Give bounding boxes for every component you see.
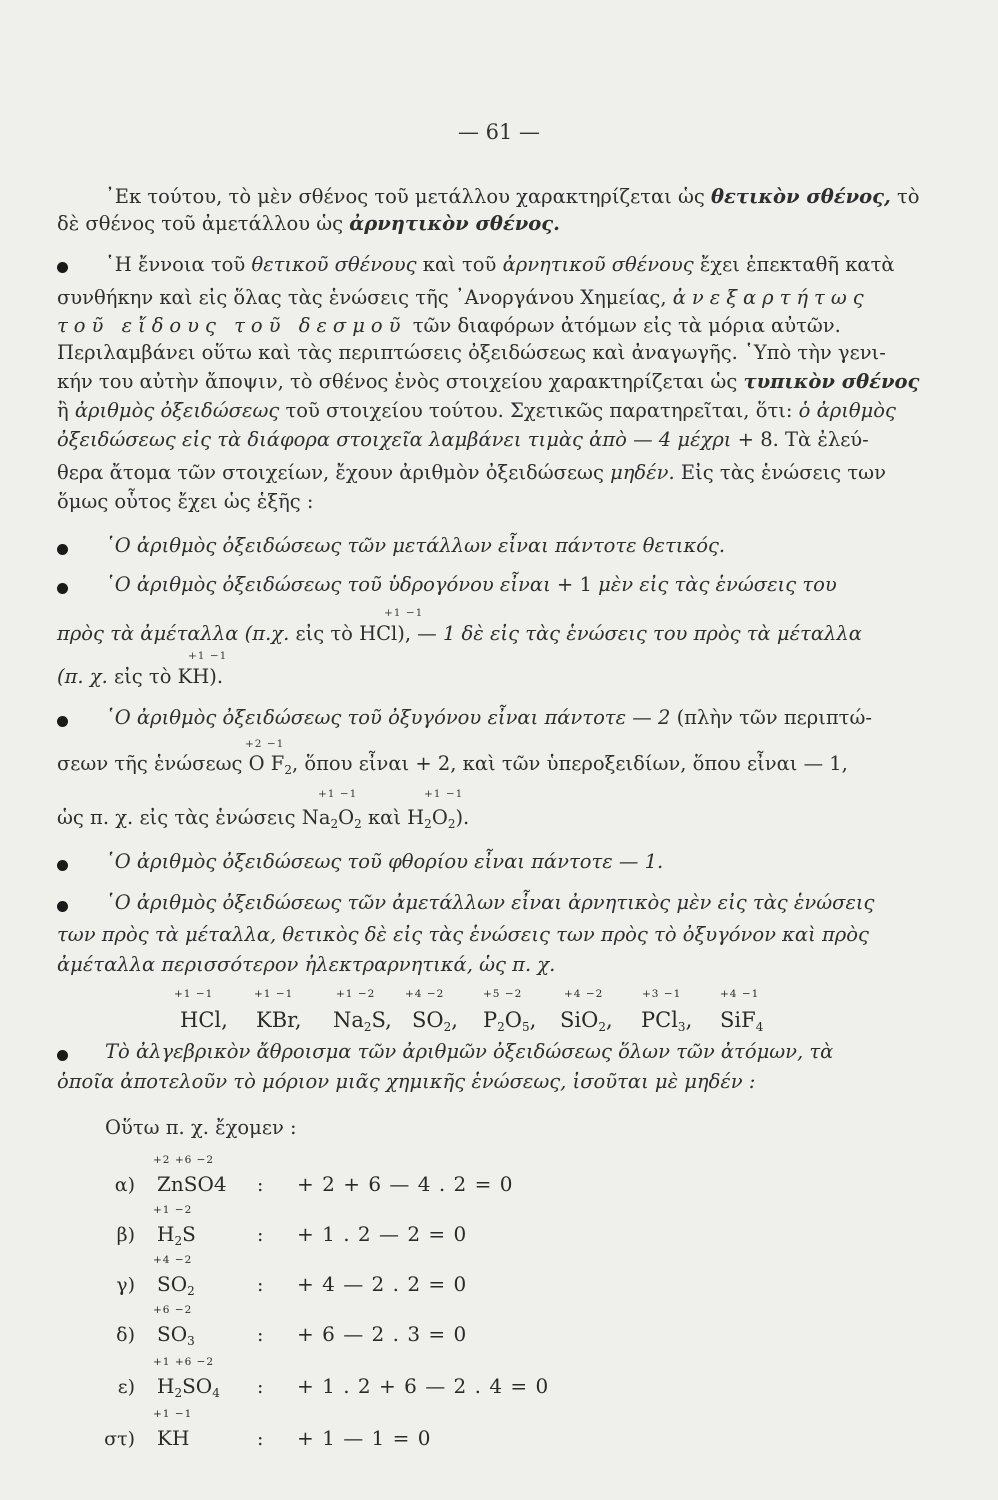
ox-na2s: +1 −2 bbox=[336, 988, 376, 1000]
ox-kbr: +1 −1 bbox=[254, 988, 294, 1000]
oxidation-kh: +1 −1 bbox=[188, 650, 228, 662]
para1-line1: ᾿Εκ τούτου, τὸ μὲν σθένος τοῦ μετάλλου χαρακτηρίζεται ὡς θετικὸν σθένος, τὸ bbox=[105, 185, 920, 208]
para2-line4: Περιλαμβάνει οὕτω καὶ τὰς περιπτώσεις ὀξειδώσεως καὶ ἀναγωγῆς. ῾Υπὸ τὴν γενι- bbox=[57, 341, 886, 364]
rule-fluorine: ῾Ο ἀριθμὸς ὀξειδώσεως τοῦ φθορίου εἶναι πάντοτε — 1. bbox=[105, 850, 664, 873]
examples-intro: Οὕτω π. χ. ἔχομεν : bbox=[105, 1116, 297, 1139]
ox-hcl: +1 −1 bbox=[174, 988, 214, 1000]
formula-sio2: SiO$_2$, bbox=[560, 1008, 613, 1034]
example-f-oxidation: +1 −1 bbox=[153, 1408, 193, 1420]
formula-kbr: KBr, bbox=[256, 1008, 302, 1032]
example-e-equation: + 1 . 2 + 6 — 2 . 4 = 0 bbox=[297, 1374, 550, 1398]
ox-sif4: +4 −1 bbox=[720, 988, 760, 1000]
bullet-icon bbox=[57, 901, 68, 912]
formula-pcl3: PCl$_3$, bbox=[641, 1008, 693, 1034]
oxidation-of2: +2 −1 bbox=[245, 738, 285, 750]
para2-line5: κήν του αὐτὴν ἄποψιν, τὸ σθένος ἑνὸς στοιχείου χαρακτηρίζεται ὡς τυπικὸν σθένος bbox=[57, 370, 920, 393]
para2-line7: ὀξειδώσεως εἰς τὰ διάφορα στοιχεῖα λαμβάνει τιμὰς ἀπὸ — 4 μέχρι + 8. Τὰ ἐλεύ- bbox=[57, 428, 869, 451]
para2-line1: ῾Η ἔννοια τοῦ θετικοῦ σθένους καὶ τοῦ ἀρνητικοῦ σθένους ἔχει ἐπεκταθῆ κατὰ bbox=[105, 253, 895, 276]
example-b-label: β) bbox=[116, 1224, 135, 1246]
example-b-formula: $H_2S$ bbox=[157, 1222, 196, 1248]
example-d-equation: + 6 — 2 . 3 = 0 bbox=[297, 1322, 468, 1346]
example-d-colon: : bbox=[257, 1324, 264, 1346]
formula-p2o5: $P_2O_5$, bbox=[483, 1008, 537, 1034]
formula-hcl: HCl, bbox=[180, 1008, 228, 1032]
example-f-label: στ) bbox=[104, 1428, 135, 1450]
formula-na2s: $Na_2S$, bbox=[333, 1008, 392, 1034]
example-f-equation: + 1 — 1 = 0 bbox=[297, 1426, 432, 1450]
rule-oxygen-line2: σεων τῆς ἑνώσεως O $F_2$, ὅπου εἶναι + 2, καὶ τῶν ὑπεροξειδίων, ὅπου εἶναι — 1, bbox=[57, 752, 848, 777]
para1-line2: δὲ σθένος τοῦ ἀμετάλλου ὡς ἀρνητικὸν σθένος. bbox=[57, 212, 560, 235]
page-number: — 61 — bbox=[457, 120, 541, 144]
rule-hydrogen-line2: πρὸς τὰ ἀμέταλλα (π.χ. εἰς τὸ HCl), — 1 δὲ εἰς τὰς ἑνώσεις του πρὸς τὰ μέταλλα bbox=[57, 622, 862, 645]
example-e-colon: : bbox=[257, 1376, 264, 1398]
rule-hydrogen-line3: (π. χ. εἰς τὸ KH). bbox=[57, 665, 224, 688]
oxidation-na2o2: +1 −1 bbox=[318, 788, 358, 800]
example-a-formula: ZnSO4 bbox=[157, 1172, 227, 1196]
ox-so2: +4 −2 bbox=[405, 988, 445, 1000]
rule-sum-line2: ὁποῖα ἀποτελοῦν τὸ μόριον μιᾶς χημικῆς ἑνώσεως, ἰσοῦται μὲ μηδέν : bbox=[57, 1070, 756, 1093]
oxidation-hcl: +1 −1 bbox=[384, 607, 424, 619]
rule-nonmetals-line1: ῾Ο ἀριθμὸς ὀξειδώσεως τῶν ἀμετάλλων εἶναι ἀρνητικὸς μὲν εἰς τὰς ἑνώσεις bbox=[105, 891, 875, 914]
example-b-colon: : bbox=[257, 1224, 264, 1246]
oxidation-h2o2: +1 −1 bbox=[424, 788, 464, 800]
formula-so2: $SO_2$, bbox=[412, 1008, 458, 1034]
ox-p2o5: +5 −2 bbox=[483, 988, 523, 1000]
para2-line9: ὅμως οὗτος ἔχει ὡς ἑξῆς : bbox=[57, 490, 314, 513]
example-b-equation: + 1 . 2 — 2 = 0 bbox=[297, 1222, 468, 1246]
rule-metals: ῾Ο ἀριθμὸς ὀξειδώσεως τῶν μετάλλων εἶναι πάντοτε θετικός. bbox=[105, 534, 726, 557]
bullet-icon bbox=[57, 1050, 68, 1061]
rule-nonmetals-line2: των πρὸς τὰ μέταλλα, θετικὸς δὲ εἰς τὰς ἑνώσεις των πρὸς τὸ ὀξυγόνον καὶ πρὸς bbox=[57, 923, 869, 946]
bullet-icon bbox=[57, 716, 68, 727]
bullet-icon bbox=[57, 860, 68, 871]
example-b-oxidation: +1 −2 bbox=[153, 1204, 193, 1216]
para2-line2: συνθήκην καὶ εἰς ὅλας τὰς ἑνώσεις τῆς ᾿Ανοργάνου Χημείας, ἀνεξαρτήτως bbox=[57, 286, 870, 309]
ox-sio2: +4 −2 bbox=[564, 988, 604, 1000]
rule-nonmetals-line3: ἀμέταλλα περισσότερον ἠλεκτραρνητικά, ὡς π. χ. bbox=[57, 953, 556, 976]
rule-oxygen-line1: ῾Ο ἀριθμὸς ὀξειδώσεως τοῦ ὀξυγόνου εἶναι πάντοτε — 2 (πλὴν τῶν περιπτώ- bbox=[105, 706, 872, 729]
example-a-label: α) bbox=[114, 1174, 135, 1196]
bullet-icon bbox=[57, 544, 68, 555]
example-a-equation: + 2 + 6 — 4 . 2 = 0 bbox=[297, 1172, 514, 1196]
example-c-oxidation: +4 −2 bbox=[153, 1254, 193, 1266]
rule-sum-line1: Τὸ ἀλγεβρικὸν ἄθροισμα τῶν ἀριθμῶν ὀξειδώσεως ὅλων τῶν ἀτόμων, τὰ bbox=[105, 1040, 834, 1063]
example-c-equation: + 4 — 2 . 2 = 0 bbox=[297, 1272, 468, 1296]
example-d-formula: $SO_3$ bbox=[157, 1322, 195, 1348]
example-c-formula: $SO_2$ bbox=[157, 1272, 195, 1298]
example-f-formula: KH bbox=[157, 1426, 190, 1450]
para2-line8: θερα ἄτομα τῶν στοιχείων, ἔχουν ἀριθμὸν ὀξειδώσεως μηδέν. Εἰς τὰς ἑνώσεις των bbox=[57, 461, 886, 484]
example-c-label: γ) bbox=[116, 1274, 135, 1296]
formula-sif4: SiF$_4$ bbox=[720, 1008, 764, 1034]
example-d-label: δ) bbox=[116, 1324, 135, 1346]
example-e-formula: $H_2SO_4$ bbox=[157, 1374, 220, 1400]
example-e-oxidation: +1 +6 −2 bbox=[153, 1356, 215, 1368]
bullet-icon bbox=[57, 262, 68, 273]
para2-line3: τοῦ εἴδους τοῦ δεσμοῦ τῶν διαφόρων ἀτόμων εἰς τὰ μόρια αὐτῶν. bbox=[57, 314, 841, 337]
example-e-label: ε) bbox=[117, 1376, 135, 1398]
example-f-colon: : bbox=[257, 1428, 264, 1450]
bullet-icon bbox=[57, 583, 68, 594]
rule-hydrogen-line1: ῾Ο ἀριθμὸς ὀξειδώσεως τοῦ ὑδρογόνου εἶναι + 1 μὲν εἰς τὰς ἑνώσεις του bbox=[105, 573, 837, 596]
example-a-colon: : bbox=[257, 1174, 264, 1196]
ox-pcl3: +3 −1 bbox=[642, 988, 682, 1000]
rule-oxygen-line3: ὡς π. χ. εἰς τὰς ἑνώσεις $Na_2O_2$ καὶ $H_2O_2$). bbox=[57, 806, 470, 831]
example-a-oxidation: +2 +6 −2 bbox=[153, 1154, 215, 1166]
example-c-colon: : bbox=[257, 1274, 264, 1296]
example-d-oxidation: +6 −2 bbox=[153, 1304, 193, 1316]
para2-line6: ἢ ἀριθμὸς ὀξειδώσεως τοῦ στοιχείου τούτου. Σχετικῶς παρατηρεῖται, ὅτι: ὁ ἀριθμὸς bbox=[57, 399, 896, 422]
